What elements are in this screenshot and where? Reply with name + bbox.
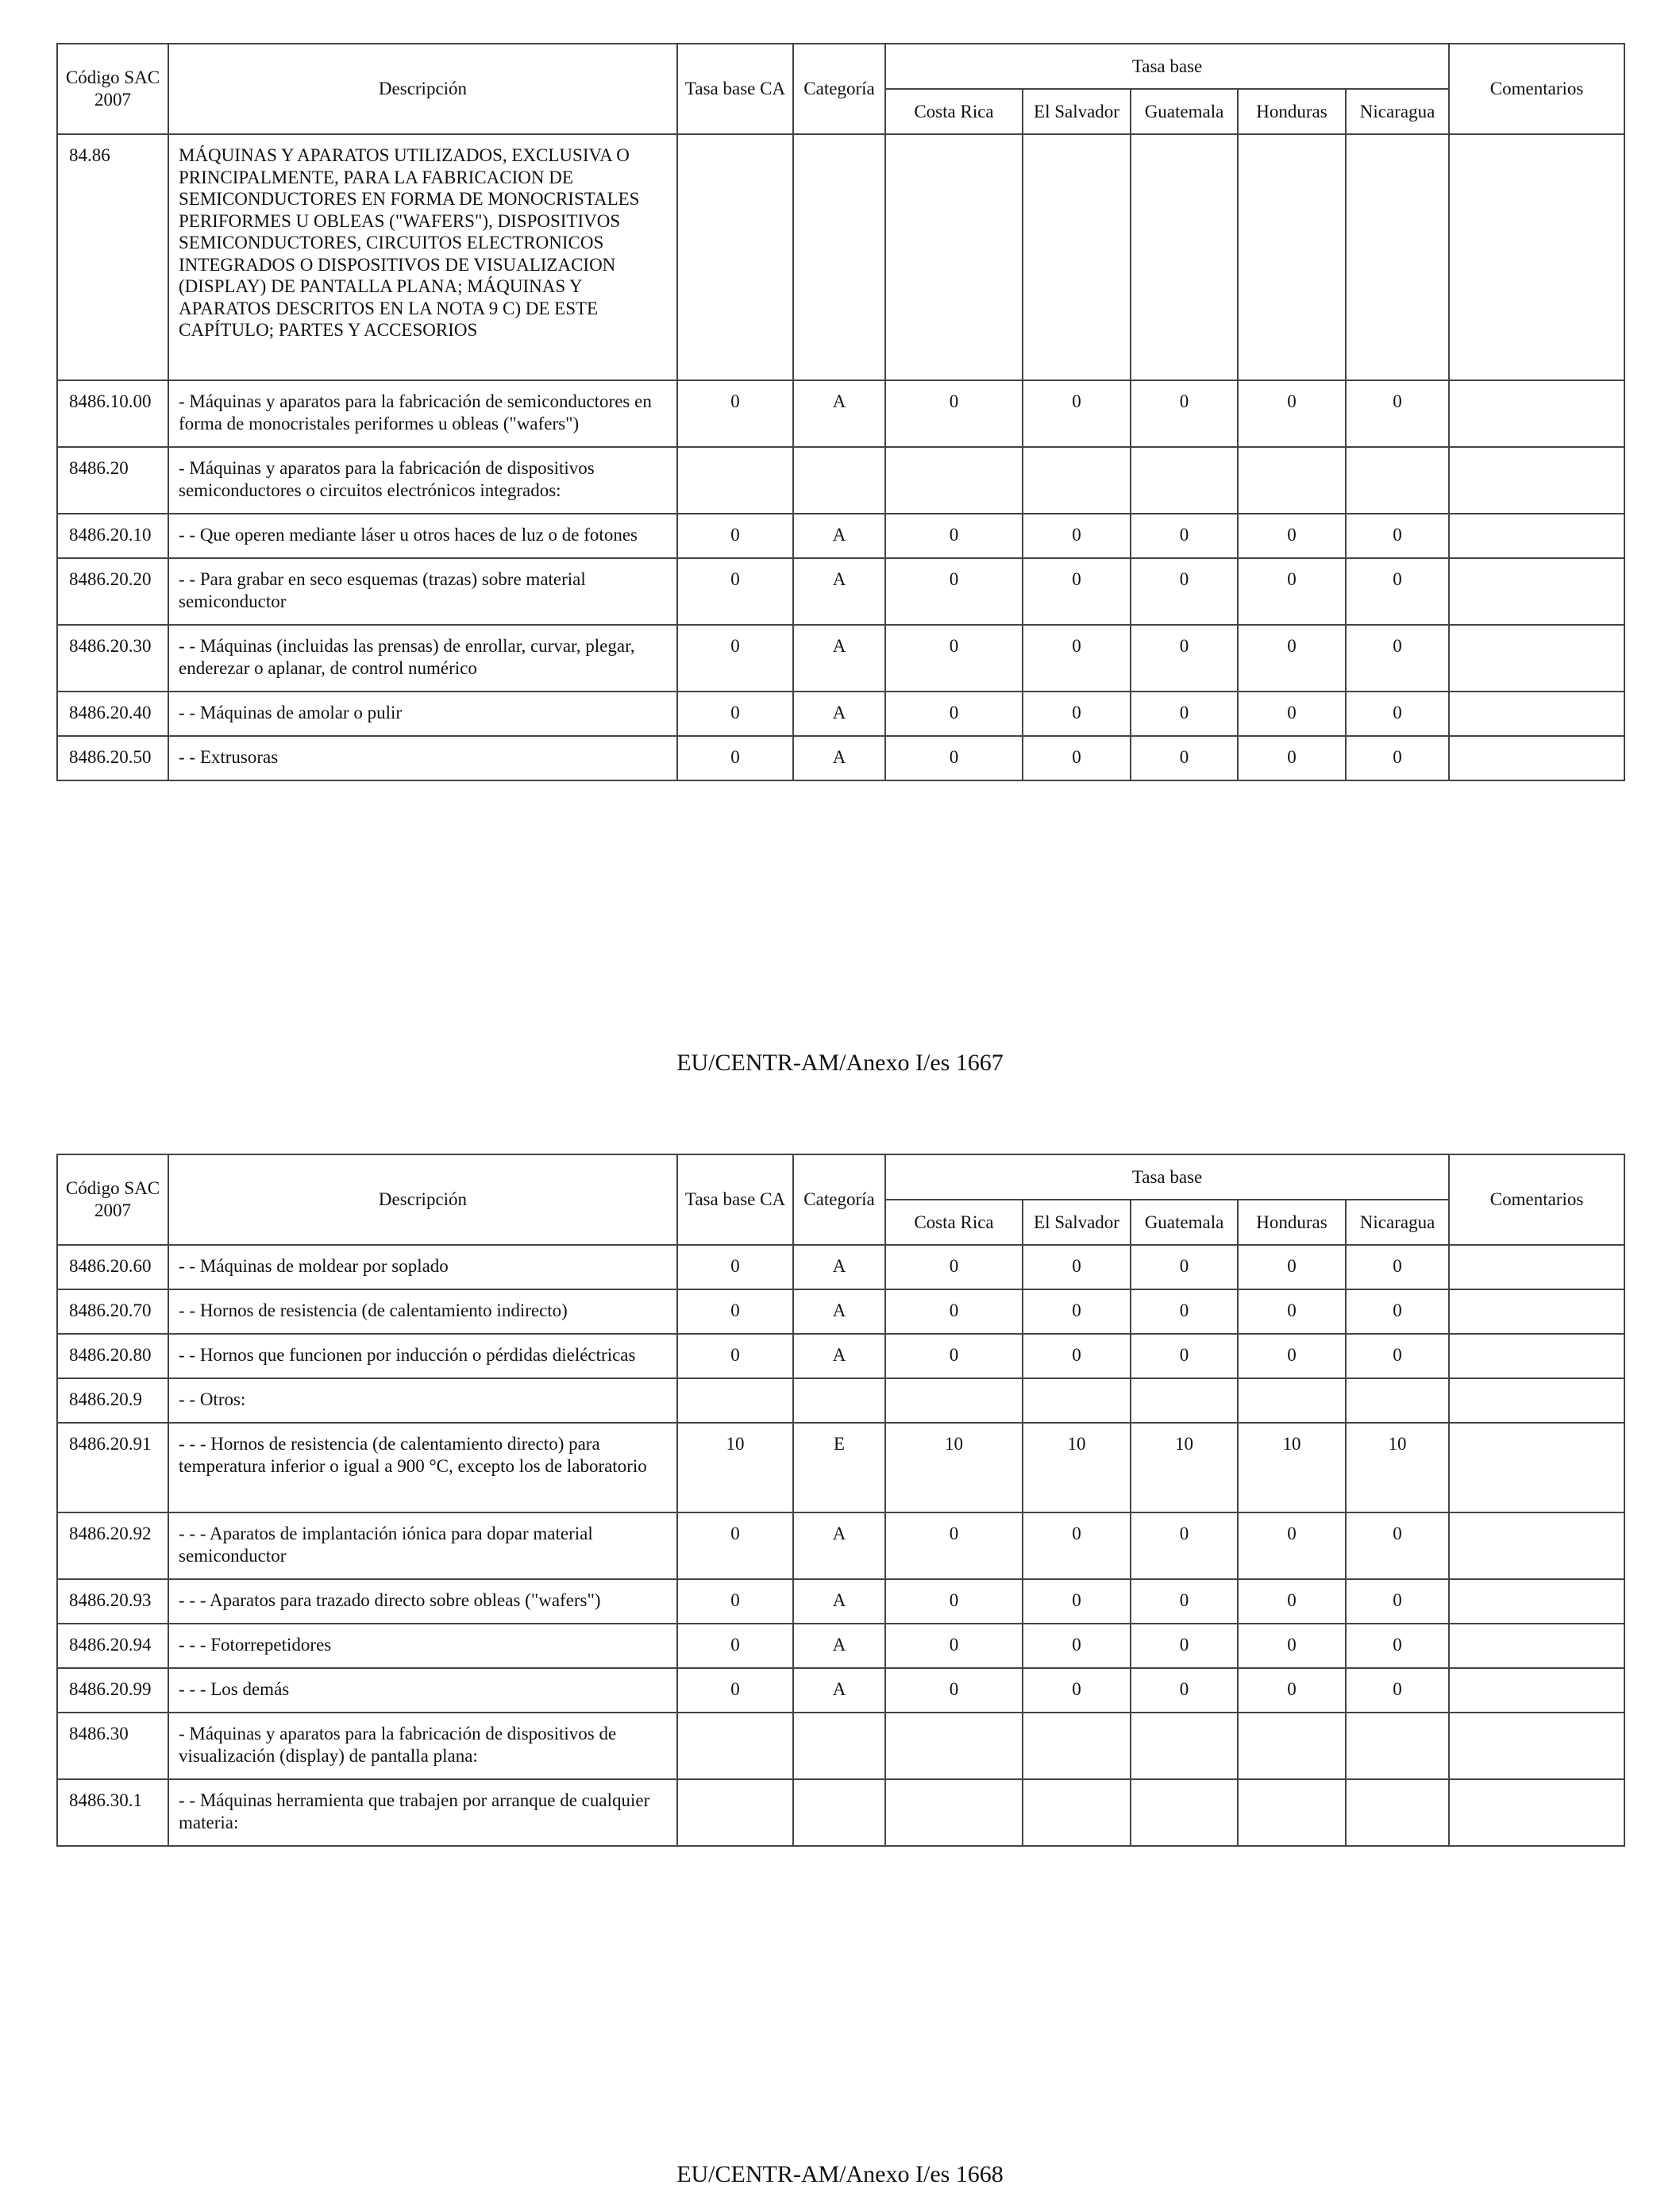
header-guatemala: Guatemala (1131, 1200, 1238, 1245)
cell-comentarios (1449, 1779, 1624, 1846)
cell-nicaragua: 0 (1346, 1512, 1449, 1579)
cell-tasa-ca (677, 1779, 793, 1846)
header-honduras: Honduras (1238, 89, 1346, 134)
cell-guatemala (1131, 1779, 1238, 1846)
cell-tasa-ca (677, 447, 793, 514)
cell-categoria: A (793, 558, 885, 625)
cell-description: - - - Aparatos de implantación iónica para dopar material semiconductor (168, 1512, 677, 1579)
header-costa-rica: Costa Rica (885, 89, 1023, 134)
cell-el-salvador (1023, 1779, 1131, 1846)
cell-honduras: 0 (1238, 514, 1346, 558)
cell-categoria: A (793, 1579, 885, 1624)
cell-code: 8486.20.9 (57, 1378, 168, 1423)
cell-description: - Máquinas y aparatos para la fabricación de dispositivos semiconductores o circuitos electrónicos integrados: (168, 447, 677, 514)
cell-guatemala: 0 (1131, 736, 1238, 780)
header-el-salvador: El Salvador (1023, 1200, 1131, 1245)
table-row (57, 447, 1624, 514)
cell-nicaragua: 0 (1346, 1245, 1449, 1289)
cell-guatemala: 0 (1131, 1334, 1238, 1378)
cell-el-salvador: 0 (1023, 1512, 1131, 1579)
cell-costa-rica: 0 (885, 1624, 1023, 1668)
cell-el-salvador (1023, 1713, 1131, 1779)
cell-el-salvador: 0 (1023, 692, 1131, 736)
cell-costa-rica: 0 (885, 1668, 1023, 1713)
cell-el-salvador: 0 (1023, 625, 1131, 692)
cell-nicaragua: 0 (1346, 1624, 1449, 1668)
cell-honduras: 0 (1238, 692, 1346, 736)
cell-comentarios (1449, 1334, 1624, 1378)
header-categoria: Categoría (793, 1154, 885, 1245)
cell-categoria: A (793, 1512, 885, 1579)
cell-code: 8486.30.1 (57, 1779, 168, 1846)
cell-code: 8486.20.93 (57, 1579, 168, 1624)
header-description: Descripción (168, 44, 677, 134)
cell-description: - - Que operen mediante láser u otros haces de luz o de fotones (168, 514, 677, 558)
cell-code: 8486.30 (57, 1713, 168, 1779)
cell-costa-rica (885, 1378, 1023, 1423)
cell-code: 8486.20.60 (57, 1245, 168, 1289)
header-code: Código SAC 2007 (57, 44, 168, 134)
cell-code: 8486.20.40 (57, 692, 168, 736)
cell-code: 8486.20.20 (57, 558, 168, 625)
table-row (57, 380, 1624, 447)
cell-honduras (1238, 1378, 1346, 1423)
cell-description: - - Máquinas herramienta que trabajen por arranque de cualquier materia: (168, 1779, 677, 1846)
cell-description: - - Para grabar en seco esquemas (trazas) sobre material semiconductor (168, 558, 677, 625)
cell-code: 8486.20.91 (57, 1423, 168, 1512)
table-row (57, 1334, 1624, 1378)
table-row (57, 558, 1624, 625)
cell-costa-rica (885, 447, 1023, 514)
cell-code: 84.86 (57, 134, 168, 380)
cell-categoria: A (793, 736, 885, 780)
table-row (57, 1378, 1624, 1423)
cell-tasa-ca: 0 (677, 1624, 793, 1668)
cell-costa-rica: 10 (885, 1423, 1023, 1512)
header-nicaragua: Nicaragua (1346, 89, 1449, 134)
cell-nicaragua: 10 (1346, 1423, 1449, 1512)
cell-categoria: A (793, 1245, 885, 1289)
cell-categoria: A (793, 1624, 885, 1668)
cell-el-salvador: 0 (1023, 380, 1131, 447)
cell-code: 8486.20.94 (57, 1624, 168, 1668)
cell-code: 8486.20.30 (57, 625, 168, 692)
table-row (57, 514, 1624, 558)
page-footer: EU/CENTR-AM/Anexo I/es 1667 (676, 1050, 1004, 1076)
cell-nicaragua: 0 (1346, 1579, 1449, 1624)
cell-comentarios (1449, 1512, 1624, 1579)
cell-comentarios (1449, 1378, 1624, 1423)
table-row (57, 1624, 1624, 1668)
cell-comentarios (1449, 692, 1624, 736)
cell-code: 8486.20.50 (57, 736, 168, 780)
cell-nicaragua: 0 (1346, 558, 1449, 625)
cell-description: - Máquinas y aparatos para la fabricación de semiconductores en forma de monocristales periformes u obleas ("wafers") (168, 380, 677, 447)
cell-nicaragua (1346, 1779, 1449, 1846)
cell-guatemala: 0 (1131, 558, 1238, 625)
cell-categoria: A (793, 1668, 885, 1713)
cell-comentarios (1449, 1624, 1624, 1668)
cell-costa-rica: 0 (885, 1334, 1023, 1378)
cell-nicaragua: 0 (1346, 380, 1449, 447)
cell-comentarios (1449, 514, 1624, 558)
table-row (57, 1713, 1624, 1779)
cell-nicaragua (1346, 1378, 1449, 1423)
header-tasa-base-ca: Tasa base CA (677, 44, 793, 134)
cell-guatemala (1131, 447, 1238, 514)
cell-tasa-ca: 0 (677, 736, 793, 780)
table-row (57, 1423, 1624, 1512)
cell-guatemala (1131, 134, 1238, 380)
cell-costa-rica: 0 (885, 380, 1023, 447)
cell-description: - - Máquinas de amolar o pulir (168, 692, 677, 736)
cell-code: 8486.20.10 (57, 514, 168, 558)
cell-el-salvador (1023, 447, 1131, 514)
cell-code: 8486.20.80 (57, 1334, 168, 1378)
cell-comentarios (1449, 1713, 1624, 1779)
cell-categoria: A (793, 625, 885, 692)
cell-costa-rica (885, 1779, 1023, 1846)
cell-costa-rica: 0 (885, 514, 1023, 558)
cell-guatemala: 0 (1131, 1668, 1238, 1713)
cell-comentarios (1449, 1245, 1624, 1289)
cell-honduras: 10 (1238, 1423, 1346, 1512)
cell-code: 8486.20.99 (57, 1668, 168, 1713)
cell-description: - - - Aparatos para trazado directo sobre obleas ("wafers") (168, 1579, 677, 1624)
cell-comentarios (1449, 447, 1624, 514)
cell-honduras: 0 (1238, 1334, 1346, 1378)
cell-tasa-ca: 0 (677, 1289, 793, 1334)
cell-costa-rica: 0 (885, 1245, 1023, 1289)
cell-tasa-ca: 10 (677, 1423, 793, 1512)
cell-nicaragua: 0 (1346, 736, 1449, 780)
cell-nicaragua: 0 (1346, 1668, 1449, 1713)
cell-nicaragua (1346, 134, 1449, 380)
header-nicaragua: Nicaragua (1346, 1200, 1449, 1245)
header-el-salvador: El Salvador (1023, 89, 1131, 134)
header-comentarios: Comentarios (1449, 1154, 1624, 1245)
header-code: Código SAC 2007 (57, 1154, 168, 1245)
cell-honduras (1238, 134, 1346, 380)
table-row (57, 1668, 1624, 1713)
cell-honduras: 0 (1238, 625, 1346, 692)
cell-description: - - Máquinas de moldear por soplado (168, 1245, 677, 1289)
header-guatemala: Guatemala (1131, 89, 1238, 134)
cell-description: - - Hornos de resistencia (de calentamiento indirecto) (168, 1289, 677, 1334)
cell-el-salvador: 0 (1023, 1289, 1131, 1334)
cell-categoria (793, 134, 885, 380)
header-honduras: Honduras (1238, 1200, 1346, 1245)
page-footer: EU/CENTR-AM/Anexo I/es 1668 (676, 2161, 1004, 2187)
cell-el-salvador: 0 (1023, 1245, 1131, 1289)
cell-comentarios (1449, 134, 1624, 380)
cell-guatemala: 0 (1131, 1579, 1238, 1624)
cell-nicaragua: 0 (1346, 1289, 1449, 1334)
cell-honduras: 0 (1238, 1289, 1346, 1334)
header-categoria: Categoría (793, 44, 885, 134)
cell-tasa-ca: 0 (677, 380, 793, 447)
cell-description: - - - Fotorrepetidores (168, 1624, 677, 1668)
cell-costa-rica: 0 (885, 625, 1023, 692)
header-tasa-base: Tasa base (885, 44, 1449, 89)
cell-el-salvador: 0 (1023, 514, 1131, 558)
cell-tasa-ca: 0 (677, 625, 793, 692)
cell-categoria (793, 1779, 885, 1846)
cell-tasa-ca: 0 (677, 1512, 793, 1579)
cell-guatemala: 0 (1131, 1624, 1238, 1668)
cell-description: - - Hornos que funcionen por inducción o pérdidas dieléctricas (168, 1334, 677, 1378)
header-description: Descripción (168, 1154, 677, 1245)
cell-description: - - Máquinas (incluidas las prensas) de enrollar, curvar, plegar, enderezar o aplanar, de control numérico (168, 625, 677, 692)
cell-comentarios (1449, 558, 1624, 625)
cell-el-salvador: 0 (1023, 1579, 1131, 1624)
cell-nicaragua (1346, 447, 1449, 514)
cell-description: - - Extrusoras (168, 736, 677, 780)
cell-el-salvador: 0 (1023, 1334, 1131, 1378)
cell-categoria: A (793, 514, 885, 558)
tariff-table-2 (56, 1154, 1625, 1847)
cell-tasa-ca (677, 1713, 793, 1779)
cell-guatemala: 0 (1131, 1245, 1238, 1289)
cell-categoria: A (793, 380, 885, 447)
cell-guatemala: 10 (1131, 1423, 1238, 1512)
cell-guatemala (1131, 1713, 1238, 1779)
cell-tasa-ca: 0 (677, 1579, 793, 1624)
cell-el-salvador (1023, 1378, 1131, 1423)
table-row (57, 1245, 1624, 1289)
table-row (57, 1779, 1624, 1846)
cell-tasa-ca (677, 134, 793, 380)
cell-honduras: 0 (1238, 1668, 1346, 1713)
cell-costa-rica (885, 1713, 1023, 1779)
table-row (57, 1512, 1624, 1579)
cell-description: - - Otros: (168, 1378, 677, 1423)
cell-honduras: 0 (1238, 1245, 1346, 1289)
cell-guatemala: 0 (1131, 625, 1238, 692)
cell-comentarios (1449, 380, 1624, 447)
cell-costa-rica: 0 (885, 558, 1023, 625)
cell-nicaragua: 0 (1346, 625, 1449, 692)
table-row (57, 625, 1624, 692)
cell-categoria (793, 447, 885, 514)
cell-code: 8486.20.92 (57, 1512, 168, 1579)
cell-categoria: E (793, 1423, 885, 1512)
cell-tasa-ca: 0 (677, 692, 793, 736)
cell-el-salvador (1023, 134, 1131, 380)
cell-tasa-ca: 0 (677, 514, 793, 558)
cell-comentarios (1449, 1668, 1624, 1713)
cell-el-salvador: 0 (1023, 1624, 1131, 1668)
cell-costa-rica: 0 (885, 1512, 1023, 1579)
cell-nicaragua: 0 (1346, 692, 1449, 736)
cell-comentarios (1449, 1289, 1624, 1334)
cell-description: MÁQUINAS Y APARATOS UTILIZADOS, EXCLUSIVA O PRINCIPALMENTE, PARA LA FABRICACION DE SEMICONDUCTORES EN FORMA DE MONOCRISTALES PERIFORMES U OBLEAS ("WAFERS"), DISPOSITIVOS SEMICONDUCTORES, CIRCUITOS ELECTRONICOS INTEGRADOS O DISPOSITIVOS DE VISUALIZACION (DISPLAY) DE PANTALLA PLANA; MÁQUINAS Y APARATOS DESCRITOS EN LA NOTA 9 C) DE ESTE CAPÍTULO; PARTES Y ACCESORIOS (168, 134, 677, 380)
cell-honduras: 0 (1238, 558, 1346, 625)
table-row (57, 134, 1624, 380)
cell-categoria (793, 1713, 885, 1779)
cell-categoria: A (793, 1289, 885, 1334)
cell-costa-rica (885, 134, 1023, 380)
cell-el-salvador: 0 (1023, 558, 1131, 625)
cell-el-salvador: 0 (1023, 1668, 1131, 1713)
cell-costa-rica: 0 (885, 1289, 1023, 1334)
cell-guatemala: 0 (1131, 514, 1238, 558)
cell-guatemala: 0 (1131, 692, 1238, 736)
cell-guatemala: 0 (1131, 380, 1238, 447)
cell-tasa-ca: 0 (677, 1245, 793, 1289)
cell-guatemala (1131, 1378, 1238, 1423)
cell-code: 8486.20 (57, 447, 168, 514)
cell-el-salvador: 10 (1023, 1423, 1131, 1512)
cell-honduras: 0 (1238, 736, 1346, 780)
cell-el-salvador: 0 (1023, 736, 1131, 780)
cell-honduras (1238, 447, 1346, 514)
cell-tasa-ca: 0 (677, 1668, 793, 1713)
cell-comentarios (1449, 1579, 1624, 1624)
cell-description: - - - Hornos de resistencia (de calentamiento directo) para temperatura inferior o igual a 900 °C, excepto los de laboratorio (168, 1423, 677, 1512)
cell-comentarios (1449, 625, 1624, 692)
table-row (57, 736, 1624, 780)
cell-code: 8486.20.70 (57, 1289, 168, 1334)
table-row (57, 1579, 1624, 1624)
header-tasa-base-ca: Tasa base CA (677, 1154, 793, 1245)
header-comentarios: Comentarios (1449, 44, 1624, 134)
cell-comentarios (1449, 1423, 1624, 1512)
cell-tasa-ca: 0 (677, 558, 793, 625)
cell-comentarios (1449, 736, 1624, 780)
tariff-table-1 (56, 43, 1625, 781)
cell-honduras: 0 (1238, 1624, 1346, 1668)
cell-honduras: 0 (1238, 1579, 1346, 1624)
cell-honduras: 0 (1238, 1512, 1346, 1579)
cell-costa-rica: 0 (885, 736, 1023, 780)
cell-costa-rica: 0 (885, 692, 1023, 736)
cell-tasa-ca (677, 1378, 793, 1423)
cell-costa-rica: 0 (885, 1579, 1023, 1624)
header-tasa-base: Tasa base (885, 1154, 1449, 1200)
header-costa-rica: Costa Rica (885, 1200, 1023, 1245)
cell-categoria: A (793, 1334, 885, 1378)
cell-categoria: A (793, 692, 885, 736)
cell-description: - Máquinas y aparatos para la fabricación de dispositivos de visualización (display) de pantalla plana: (168, 1713, 677, 1779)
cell-guatemala: 0 (1131, 1512, 1238, 1579)
table-row (57, 1289, 1624, 1334)
cell-nicaragua (1346, 1713, 1449, 1779)
cell-description: - - - Los demás (168, 1668, 677, 1713)
cell-honduras: 0 (1238, 380, 1346, 447)
cell-nicaragua: 0 (1346, 514, 1449, 558)
cell-code: 8486.10.00 (57, 380, 168, 447)
table-row (57, 692, 1624, 736)
cell-tasa-ca: 0 (677, 1334, 793, 1378)
cell-honduras (1238, 1713, 1346, 1779)
cell-honduras (1238, 1779, 1346, 1846)
cell-categoria (793, 1378, 885, 1423)
cell-nicaragua: 0 (1346, 1334, 1449, 1378)
cell-guatemala: 0 (1131, 1289, 1238, 1334)
